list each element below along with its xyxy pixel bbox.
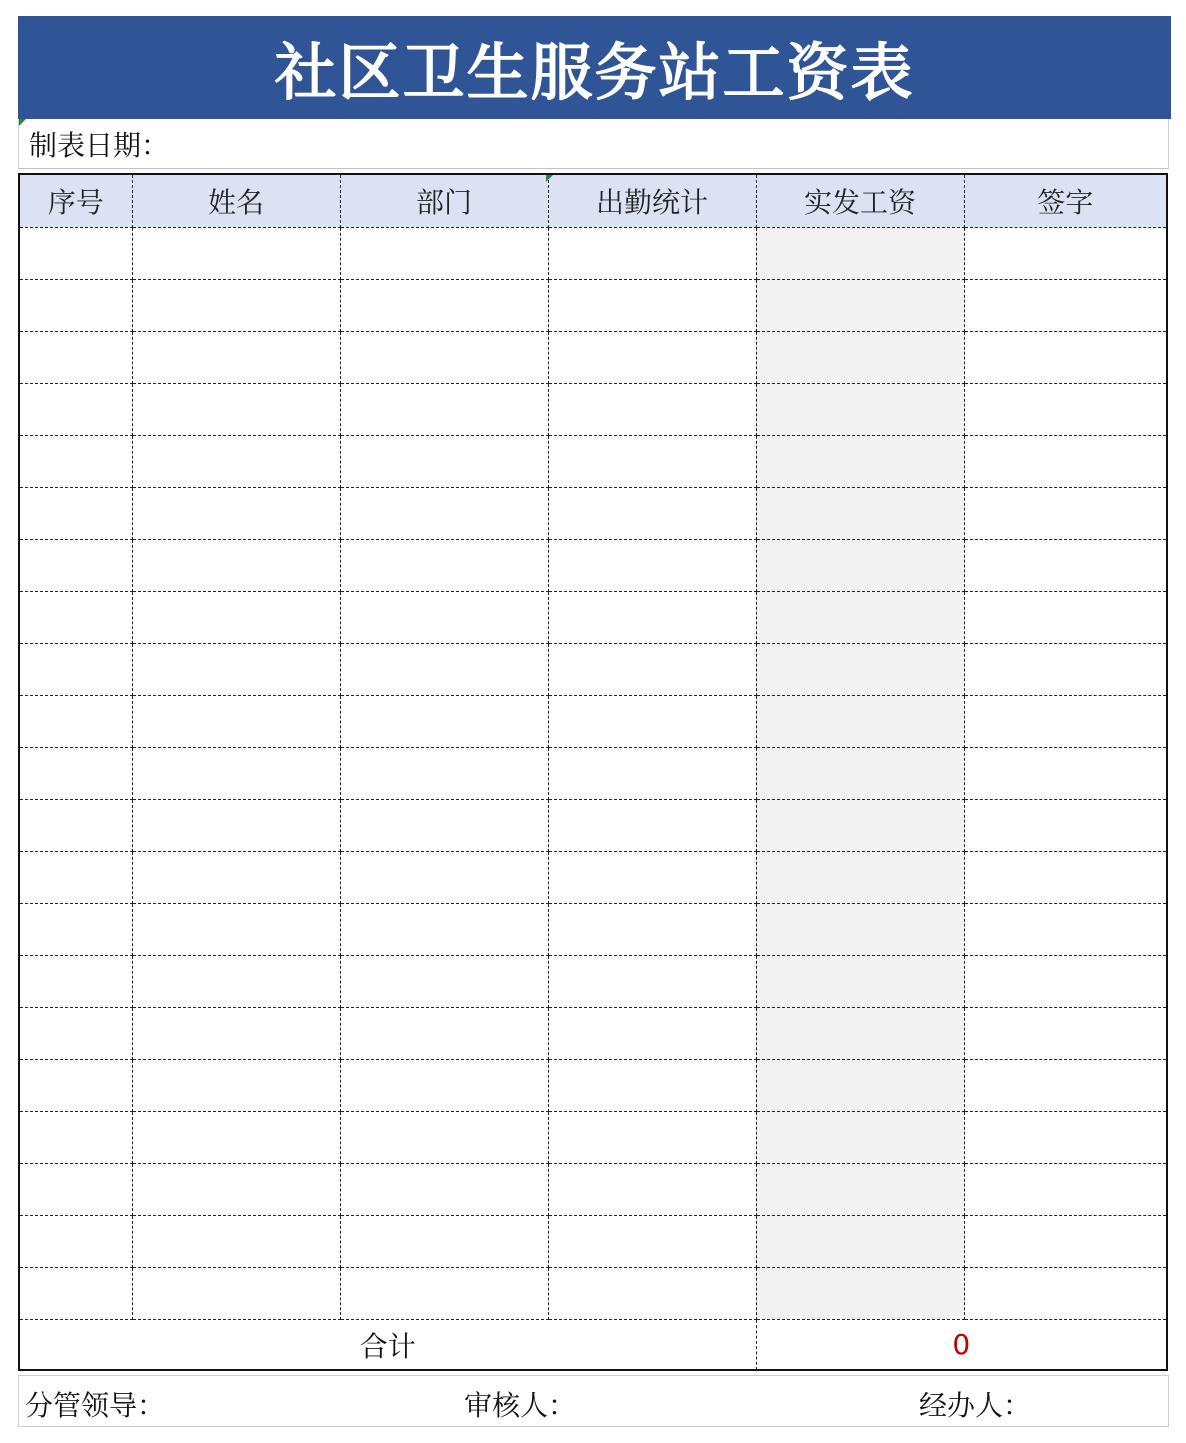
- cell-name[interactable]: [132, 1215, 340, 1267]
- column-header-net-pay[interactable]: 实发工资: [756, 175, 964, 227]
- cell-net-pay[interactable]: [756, 1215, 964, 1267]
- cell-attendance[interactable]: [548, 903, 756, 955]
- cell-index[interactable]: [20, 1007, 132, 1059]
- cell-department[interactable]: [340, 383, 548, 435]
- cell-signature[interactable]: [964, 1267, 1166, 1319]
- cell-index[interactable]: [20, 1059, 132, 1111]
- date-row[interactable]: [18, 119, 1169, 169]
- table-row: [20, 487, 1166, 539]
- cell-net-pay[interactable]: [756, 1007, 964, 1059]
- cell-department[interactable]: [340, 1007, 548, 1059]
- cell-index[interactable]: [20, 695, 132, 747]
- cell-signature[interactable]: [964, 747, 1166, 799]
- table-row: [20, 383, 1166, 435]
- table-row: [20, 227, 1166, 279]
- table-row: [20, 1215, 1166, 1267]
- cell-net-pay[interactable]: [756, 435, 964, 487]
- column-header-department[interactable]: 部门: [340, 175, 548, 227]
- cell-net-pay[interactable]: [756, 591, 964, 643]
- cell-department[interactable]: [340, 591, 548, 643]
- cell-comment-marker: [546, 175, 553, 182]
- table-row: [20, 695, 1166, 747]
- table-row: [20, 799, 1166, 851]
- cell-department[interactable]: [340, 955, 548, 1007]
- header-row: [20, 175, 1166, 227]
- cell-name[interactable]: [132, 331, 340, 383]
- cell-net-pay[interactable]: [756, 487, 964, 539]
- cell-name[interactable]: [132, 903, 340, 955]
- cell-department[interactable]: [340, 487, 548, 539]
- cell-department[interactable]: [340, 747, 548, 799]
- cell-signature[interactable]: [964, 279, 1166, 331]
- cell-net-pay[interactable]: [756, 1111, 964, 1163]
- cell-signature[interactable]: [964, 799, 1166, 851]
- reviewer-label: 审核人：: [464, 1389, 577, 1422]
- cell-department[interactable]: [340, 851, 548, 903]
- cell-name[interactable]: [132, 383, 340, 435]
- table-row: [20, 747, 1166, 799]
- cell-name[interactable]: [132, 851, 340, 903]
- cell-department[interactable]: [340, 695, 548, 747]
- total-row: [20, 1319, 1166, 1370]
- cell-signature[interactable]: [964, 1163, 1166, 1215]
- cell-index[interactable]: [20, 1163, 132, 1215]
- cell-net-pay[interactable]: [756, 539, 964, 591]
- cell-attendance[interactable]: [548, 591, 756, 643]
- cell-signature[interactable]: [964, 695, 1166, 747]
- cell-attendance[interactable]: [548, 487, 756, 539]
- cell-signature[interactable]: [964, 851, 1166, 903]
- cell-attendance[interactable]: [548, 851, 756, 903]
- cell-signature[interactable]: [964, 487, 1166, 539]
- cell-net-pay[interactable]: [756, 799, 964, 851]
- cell-attendance[interactable]: [548, 1267, 756, 1319]
- cell-signature[interactable]: [964, 1059, 1166, 1111]
- cell-index[interactable]: [20, 331, 132, 383]
- cell-index[interactable]: [20, 227, 132, 279]
- cell-department[interactable]: [340, 1215, 548, 1267]
- table-row: [20, 643, 1166, 695]
- cell-net-pay[interactable]: [756, 903, 964, 955]
- cell-attendance[interactable]: [548, 643, 756, 695]
- cell-department[interactable]: [340, 643, 548, 695]
- handler-label: 经办人：: [919, 1389, 1032, 1422]
- cell-name[interactable]: [132, 1111, 340, 1163]
- salary-table: [18, 173, 1168, 1371]
- cell-department[interactable]: [340, 539, 548, 591]
- cell-attendance[interactable]: [548, 747, 756, 799]
- cell-department[interactable]: [340, 227, 548, 279]
- cell-name[interactable]: [132, 1007, 340, 1059]
- cell-index[interactable]: [20, 591, 132, 643]
- cell-index[interactable]: [20, 747, 132, 799]
- table-row: [20, 539, 1166, 591]
- manager-label: 分管领导：: [25, 1389, 166, 1422]
- table-row: [20, 279, 1166, 331]
- cell-department[interactable]: [340, 331, 548, 383]
- table-row: [20, 331, 1166, 383]
- cell-comment-marker: [19, 119, 26, 126]
- cell-name[interactable]: [132, 747, 340, 799]
- cell-signature[interactable]: [964, 1215, 1166, 1267]
- column-header-index[interactable]: 序号: [20, 175, 132, 227]
- cell-index[interactable]: [20, 279, 132, 331]
- total-label[interactable]: 合计: [20, 1319, 756, 1370]
- cell-index[interactable]: [20, 851, 132, 903]
- cell-index[interactable]: [20, 539, 132, 591]
- cell-index[interactable]: [20, 643, 132, 695]
- cell-department[interactable]: [340, 903, 548, 955]
- cell-signature[interactable]: [964, 227, 1166, 279]
- table-row: [20, 1267, 1166, 1319]
- cell-department[interactable]: [340, 1267, 548, 1319]
- table-row: [20, 591, 1166, 643]
- cell-signature[interactable]: [964, 591, 1166, 643]
- cell-index[interactable]: [20, 1215, 132, 1267]
- cell-department[interactable]: [340, 1059, 548, 1111]
- cell-signature[interactable]: [964, 383, 1166, 435]
- column-header-signature[interactable]: 签字: [964, 175, 1166, 227]
- table-row: [20, 903, 1166, 955]
- cell-name[interactable]: [132, 799, 340, 851]
- table-row: [20, 1163, 1166, 1215]
- cell-department[interactable]: [340, 799, 548, 851]
- cell-name[interactable]: [132, 643, 340, 695]
- cell-index[interactable]: [20, 799, 132, 851]
- cell-net-pay[interactable]: [756, 227, 964, 279]
- table-row: [20, 955, 1166, 1007]
- cell-net-pay[interactable]: [756, 1059, 964, 1111]
- column-header-attendance[interactable]: 出勤统计: [548, 175, 756, 227]
- cell-attendance[interactable]: [548, 383, 756, 435]
- cell-department[interactable]: [340, 279, 548, 331]
- cell-name[interactable]: [132, 435, 340, 487]
- cell-net-pay[interactable]: [756, 383, 964, 435]
- cell-net-pay[interactable]: [756, 643, 964, 695]
- cell-name[interactable]: [132, 955, 340, 1007]
- cell-name[interactable]: [132, 487, 340, 539]
- cell-net-pay[interactable]: [756, 747, 964, 799]
- cell-attendance[interactable]: [548, 1111, 756, 1163]
- cell-department[interactable]: [340, 1111, 548, 1163]
- cell-attendance[interactable]: [548, 539, 756, 591]
- column-header-name[interactable]: 姓名: [132, 175, 340, 227]
- cell-attendance[interactable]: [548, 331, 756, 383]
- cell-attendance[interactable]: [548, 799, 756, 851]
- cell-attendance[interactable]: [548, 435, 756, 487]
- cell-name[interactable]: [132, 539, 340, 591]
- cell-signature[interactable]: [964, 1111, 1166, 1163]
- cell-name[interactable]: [132, 591, 340, 643]
- date-label: 制表日期：: [29, 128, 170, 162]
- cell-signature[interactable]: [964, 903, 1166, 955]
- cell-attendance[interactable]: [548, 1007, 756, 1059]
- cell-net-pay[interactable]: [756, 1163, 964, 1215]
- cell-name[interactable]: [132, 227, 340, 279]
- cell-signature[interactable]: [964, 539, 1166, 591]
- cell-net-pay[interactable]: [756, 955, 964, 1007]
- footer-row: [18, 1375, 1169, 1427]
- cell-net-pay[interactable]: [756, 851, 964, 903]
- cell-name[interactable]: [132, 1163, 340, 1215]
- cell-index[interactable]: [20, 435, 132, 487]
- cell-name[interactable]: [132, 1267, 340, 1319]
- cell-index[interactable]: [20, 903, 132, 955]
- cell-department[interactable]: [340, 1163, 548, 1215]
- cell-attendance[interactable]: [548, 955, 756, 1007]
- cell-name[interactable]: [132, 1059, 340, 1111]
- cell-attendance[interactable]: [548, 1215, 756, 1267]
- table-row: [20, 435, 1166, 487]
- total-value[interactable]: 0: [952, 1328, 971, 1362]
- cell-index[interactable]: [20, 383, 132, 435]
- cell-name[interactable]: [132, 279, 340, 331]
- cell-attendance[interactable]: [548, 695, 756, 747]
- cell-net-pay[interactable]: [756, 695, 964, 747]
- cell-index[interactable]: [20, 487, 132, 539]
- cell-attendance[interactable]: [548, 279, 756, 331]
- table-row: [20, 851, 1166, 903]
- cell-signature[interactable]: [964, 331, 1166, 383]
- cell-signature[interactable]: [964, 955, 1166, 1007]
- cell-attendance[interactable]: [548, 1163, 756, 1215]
- cell-signature[interactable]: [964, 1007, 1166, 1059]
- cell-signature[interactable]: [964, 643, 1166, 695]
- cell-net-pay[interactable]: [756, 1267, 964, 1319]
- cell-department[interactable]: [340, 435, 548, 487]
- table-row: [20, 1007, 1166, 1059]
- cell-signature[interactable]: [964, 435, 1166, 487]
- sheet-title: 社区卫生服务站工资表: [18, 16, 1171, 119]
- cell-name[interactable]: [132, 695, 340, 747]
- cell-index[interactable]: [20, 1111, 132, 1163]
- table-row: [20, 1111, 1166, 1163]
- cell-attendance[interactable]: [548, 227, 756, 279]
- cell-index[interactable]: [20, 1267, 132, 1319]
- cell-net-pay[interactable]: [756, 279, 964, 331]
- table-row: [20, 1059, 1166, 1111]
- cell-attendance[interactable]: [548, 1059, 756, 1111]
- cell-index[interactable]: [20, 955, 132, 1007]
- cell-net-pay[interactable]: [756, 331, 964, 383]
